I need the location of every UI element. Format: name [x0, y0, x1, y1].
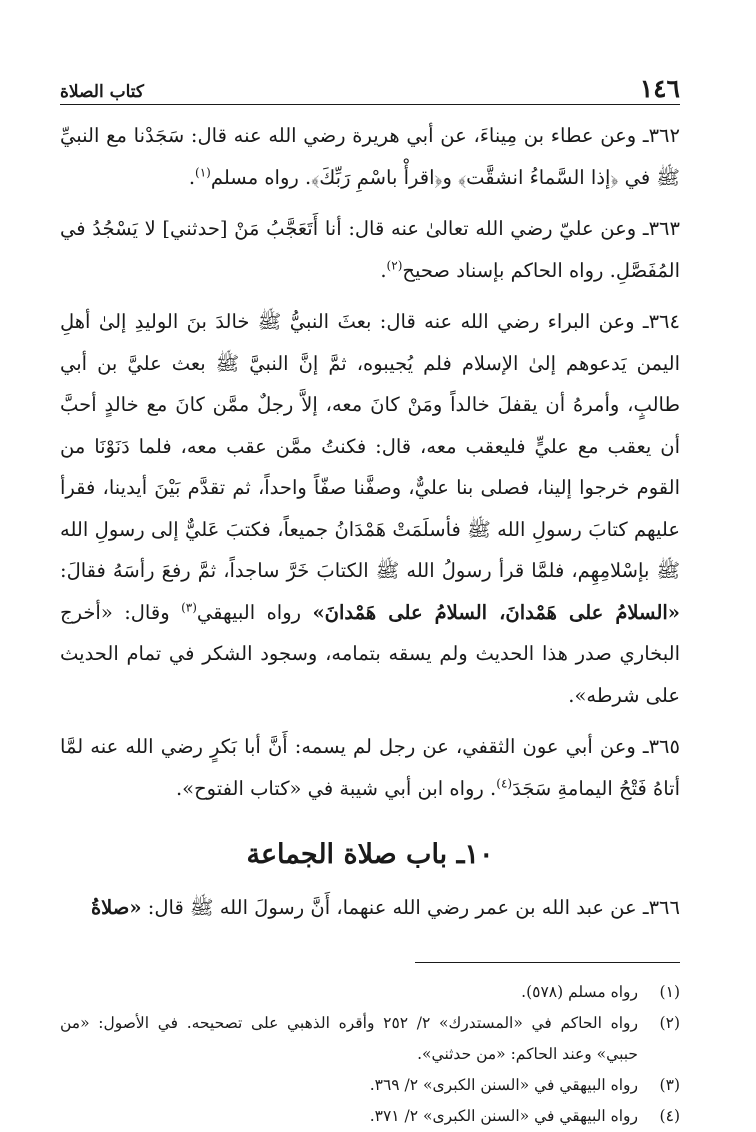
hadith-365-end: . رواه ابن أبي شيبة في «كتاب الفتوح».: [175, 776, 497, 800]
hadith-365-text: ٣٦٥ـ وعن أبي عون الثقفي، عن رجل لم يسمه: أَنَّ أبا بَكرٍ رضي الله عنه لمَّا أتاهُ فَتْحُ اليمامةِ سَجَدَ: [60, 735, 680, 800]
hadith-366: [60, 887, 680, 929]
footnote-ref-3[interactable]: (٣): [181, 600, 197, 614]
footnote-number: (٣): [659, 1075, 680, 1094]
footnote-3: [60, 1070, 680, 1101]
hadith-365: [60, 726, 680, 809]
footnote-number: (١): [659, 982, 680, 1001]
hadith-363-end: .: [380, 258, 387, 282]
book-page: [60, 70, 680, 1132]
footnote-ref-1[interactable]: (١): [195, 165, 211, 179]
footnote-text: رواه البيهقي في «السنن الكبرى» ٢/ ٣٧١.: [369, 1106, 638, 1125]
hadith-363-text: ٣٦٣ـ وعن عليّ رضي الله تعالىٰ عنه قال: أنا أَتَعَجَّبُ مَنْ [حدثني] لا يَسْجُدُ في المُفَصَّلِ. رواه الحاكم بإسناد صحيح: [60, 217, 680, 282]
footnote-1: [60, 977, 680, 1008]
hadith-364-bold-quote: «السلامُ على هَمْدانَ، السلامُ على هَمْدانَ»: [312, 600, 680, 624]
hadith-366-text: ٣٦٦ـ عن عبد الله بن عمر رضي الله عنهما، أَنَّ رسولَ الله ﷺ قال:: [141, 896, 680, 919]
header-title: كتاب الصلاة: [60, 82, 145, 102]
footnote-number: (٤): [659, 1106, 680, 1125]
footnote-text: رواه الحاكم في «المستدرك» ٢/ ٢٥٢ وأقره الذهبي على تصحيحه. في الأصول: «من حببي» وعند الحاكم: «من حدثني».: [60, 1013, 638, 1063]
footnote-number: (٢): [659, 1013, 680, 1032]
footnote-4: [60, 1101, 680, 1132]
footnote-2: [60, 1008, 680, 1070]
hadith-363: [60, 208, 680, 291]
footnote-divider: [415, 962, 680, 963]
body-text: [60, 115, 680, 929]
hadith-362-text: ٣٦٢ـ وعن عطاء بن مِيناءَ، عن أبي هريرة رضي الله عنه قال: سَجَدْنا مع النبيِّ ﷺ في ﴿إذا السَّماءُ انشقَّت﴾ و﴿اقرأْ باسْمِ رَبِّكَ﴾. رواه مسلم: [60, 124, 680, 189]
footnote-text: رواه البيهقي في «السنن الكبرى» ٢/ ٣٦٩.: [369, 1075, 638, 1094]
footnote-ref-4[interactable]: (٤): [496, 776, 513, 790]
hadith-366-bold: «صلاةُ: [90, 896, 142, 919]
footnotes: [60, 977, 680, 1132]
hadith-364-text-c: وقال: «أخرج البخاري صدر هذا الحديث ولم يسقه بتمامه، وسجود الشكر في تمام الحديث على شرطه».: [60, 600, 680, 707]
hadith-362: [60, 115, 680, 198]
hadith-364-text-a: ٣٦٤ـ وعن البراء رضي الله عنه قال: بعثَ النبيُّ ﷺ خالدَ بنَ الوليدِ إلىٰ أهلِ اليمن يَدعوهم إلىٰ الإسلام فلم يُجيبوه، ثمَّ إنَّ النبيَّ ﷺ بعث عليَّ بن أبي طالبٍ، وأمرهُ أن يقفلَ خالداً ومَنْ كانَ معه، إلاَّ رجلٌ ممَّن كانَ مع خالدٍ أحبَّ أن يعقب مع عليٍّ فليعقب معه، قال: فكنتُ ممَّن عقب معه، فلما دَنَوْنَا من القوم خرجوا إلينا، فصلى بنا عليٌّ، وصفَّنا صفّاً واحداً، ثم تقدَّم بَيْنَ أيدينا، فقرأ عليهم كتابَ رسولِ الله ﷺ فأسلَمَتْ هَمْدَانُ جميعاً، فكتبَ عَليٌّ إلى رسولِ الله ﷺ بإسْلامِهِم، فلمَّا قرأ رسولُ الله ﷺ الكتابَ خَرَّ ساجداً، ثمَّ رفعَ رأسَهُ فقالَ:: [60, 310, 680, 582]
hadith-362-end: .: [188, 165, 196, 189]
page-number: ١٤٦: [639, 74, 680, 103]
footnote-text: رواه مسلم (٥٧٨).: [521, 982, 638, 1001]
hadith-364-text-b: رواه البيهقي: [196, 600, 313, 624]
hadith-364: [60, 301, 680, 716]
chapter-heading: ١٠ـ باب صلاة الجماعة: [246, 839, 494, 870]
footnote-ref-2[interactable]: (٢): [386, 258, 403, 272]
running-header: [60, 70, 680, 105]
